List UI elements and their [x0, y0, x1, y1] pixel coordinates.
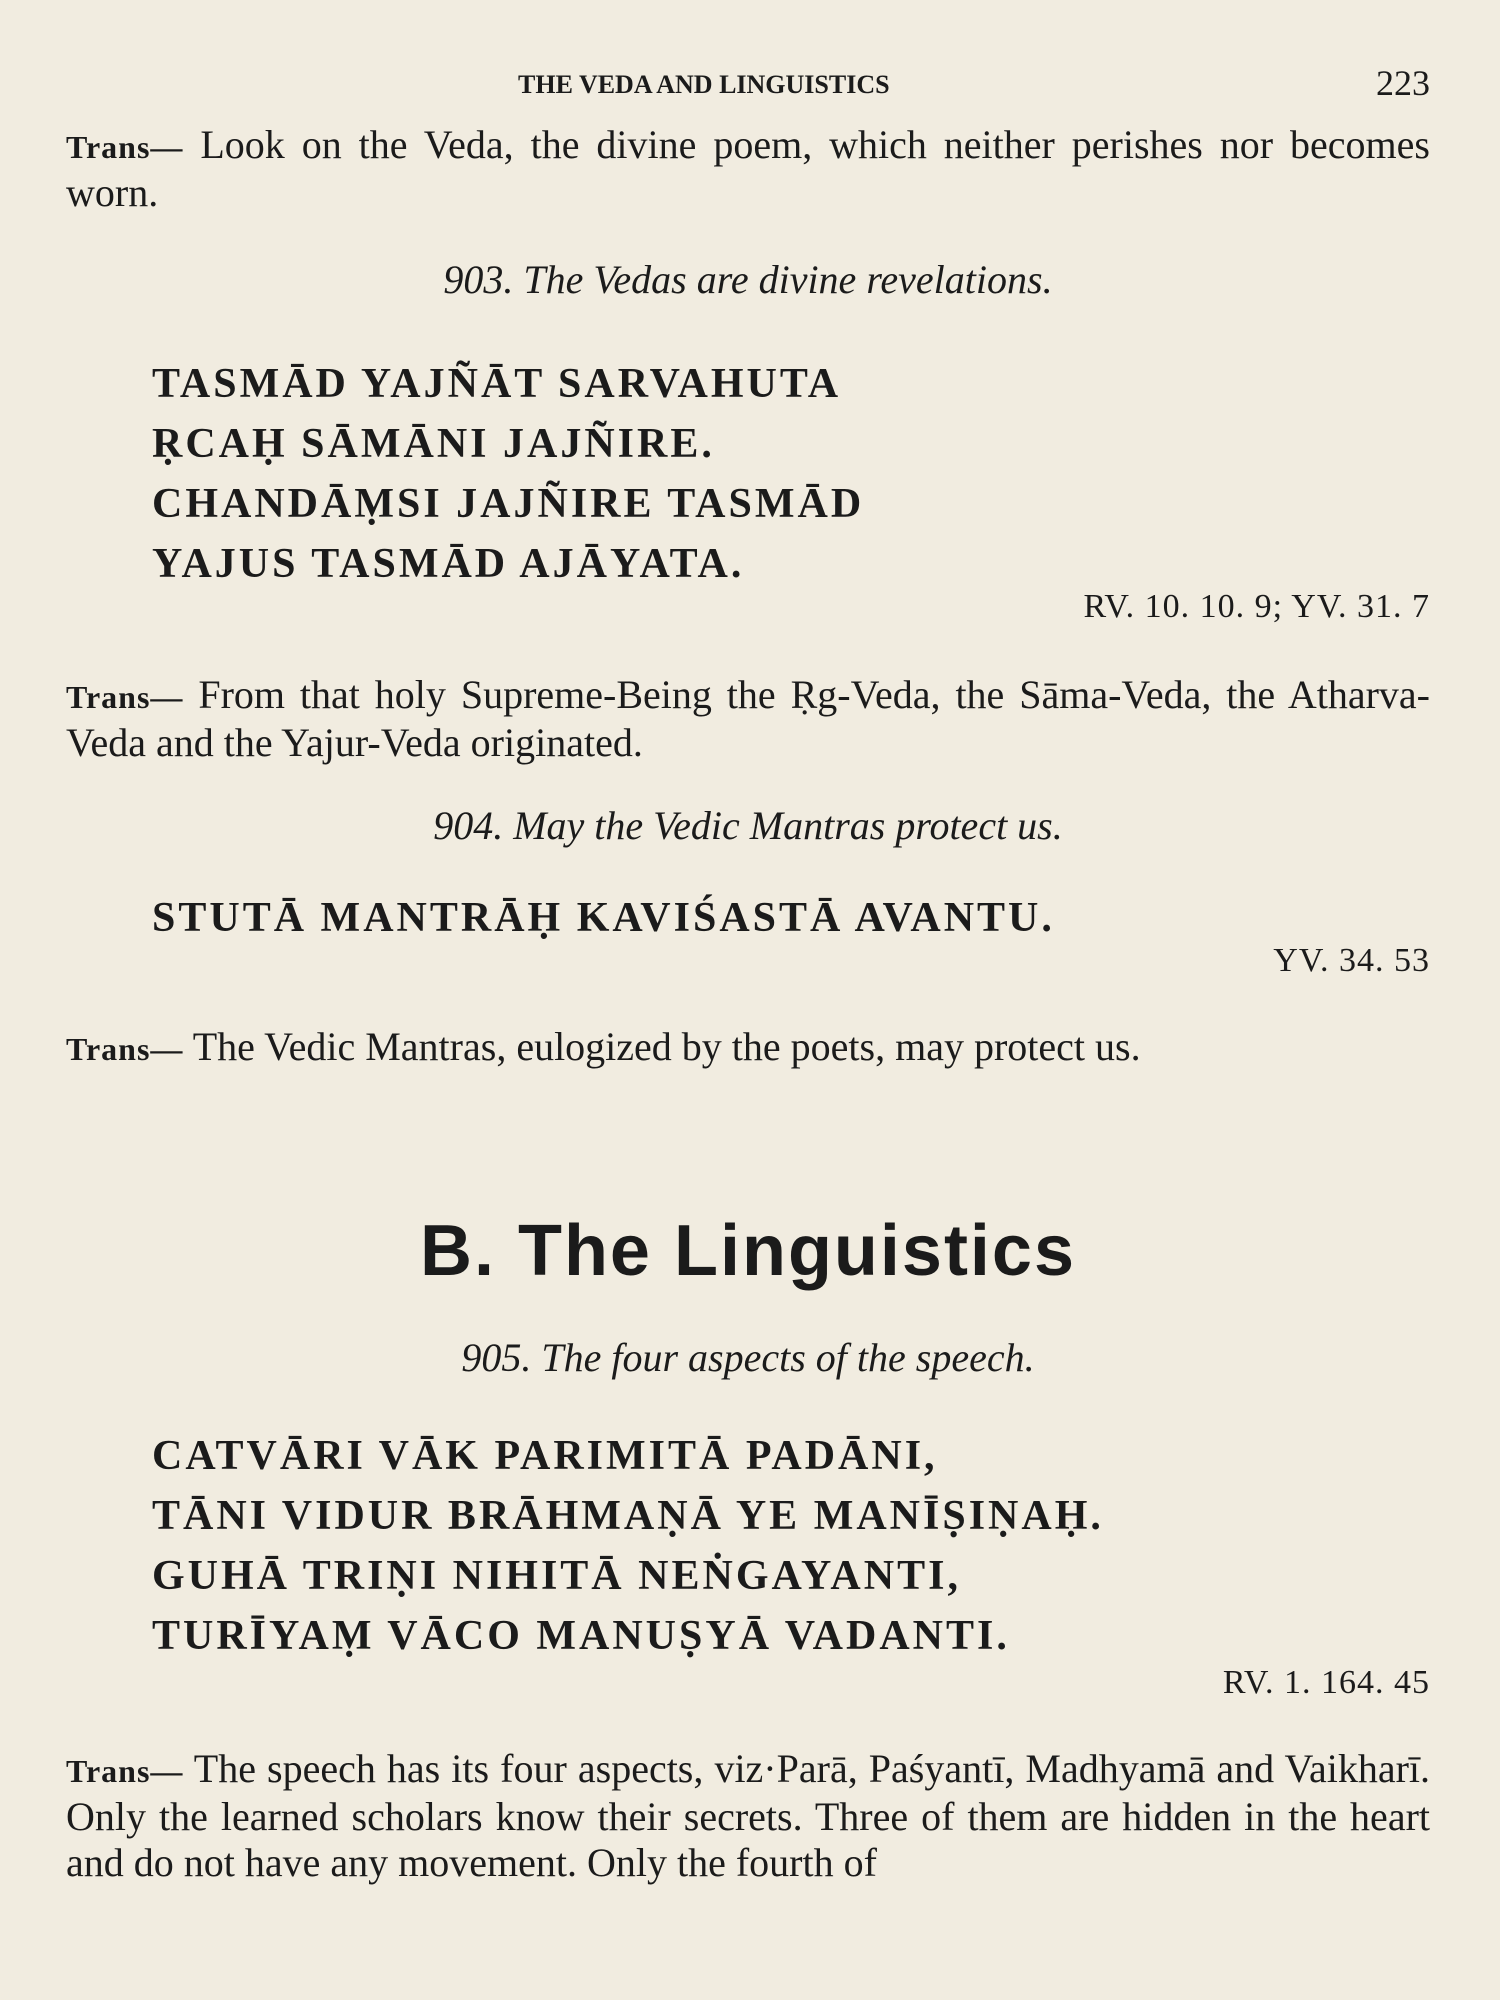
- mantra-line: TASMĀD YAJÑĀT SARVAHUTA: [152, 361, 842, 407]
- mantra-line: ṚCAḤ SĀMĀNI JAJÑIRE.: [152, 421, 715, 467]
- page-number: 223: [1376, 63, 1430, 103]
- verse-reference: YV. 34. 53: [1273, 942, 1430, 979]
- verse-caption-903: 903. The Vedas are divine revelations.: [443, 257, 1053, 302]
- trans-label: Trans—: [66, 1031, 184, 1067]
- trans-text: The speech has its four aspects, viz·Parā, Paśyantī, Madhyamā and Vaikharī. Only the learned scholars know their secrets. Three of them are hidden in the heart and do not have any movement. Only the fourth of: [66, 1746, 1430, 1885]
- mantra-line: STUTĀ MANTRĀḤ KAVIŚASTĀ AVANTU.: [152, 895, 1055, 941]
- trans-text: Look on the Veda, the divine poem, which neither perishes nor becomes worn.: [66, 122, 1430, 215]
- section-heading: B. The Linguistics: [419, 1211, 1077, 1291]
- mantra-903: [152, 354, 1352, 594]
- mantra-line: TĀNI VIDUR BRĀHMAṆĀ YE MANĪṢIṆAḤ.: [152, 1493, 1104, 1539]
- translation-paragraph: [66, 1024, 1430, 1072]
- trans-text: From that holy Supreme-Being the Ṛg-Veda, the Sāma-Veda, the Atharva-Veda and the Yajur-Veda originated.: [66, 672, 1430, 765]
- mantra-line: GUHĀ TRIṆI NIHITĀ NEṄGAYANTI,: [152, 1553, 961, 1599]
- mantra-line: CHANDĀṂSI JAJÑIRE TASMĀD: [152, 481, 865, 527]
- mantra-904: [152, 888, 1402, 948]
- translation-paragraph: [66, 1746, 1430, 1886]
- trans-text: The Vedic Mantras, eulogized by the poets, may protect us.: [183, 1024, 1141, 1069]
- mantra-line: YAJUS TASMĀD AJĀYATA.: [152, 541, 745, 587]
- translation-paragraph: [66, 672, 1430, 766]
- trans-label: Trans—: [66, 1753, 184, 1789]
- mantra-905: [152, 1426, 1432, 1666]
- page-header: [0, 62, 1500, 102]
- running-head: THE VEDA AND LINGUISTICS: [518, 70, 890, 99]
- verse-reference: RV. 1. 164. 45: [1222, 1664, 1430, 1701]
- mantra-line: TURĪYAṂ VĀCO MANUṢYĀ VADANTI.: [152, 1613, 1010, 1659]
- verse-reference: RV. 10. 10. 9; YV. 31. 7: [1083, 588, 1430, 625]
- mantra-line: CATVĀRI VĀK PARIMITĀ PADĀNI,: [152, 1433, 938, 1479]
- verse-caption-905: 905. The four aspects of the speech.: [461, 1335, 1035, 1380]
- trans-label: Trans—: [66, 679, 184, 715]
- trans-label: Trans—: [66, 129, 184, 165]
- verse-caption-904: 904. May the Vedic Mantras protect us.: [433, 803, 1063, 848]
- translation-paragraph: [66, 122, 1430, 216]
